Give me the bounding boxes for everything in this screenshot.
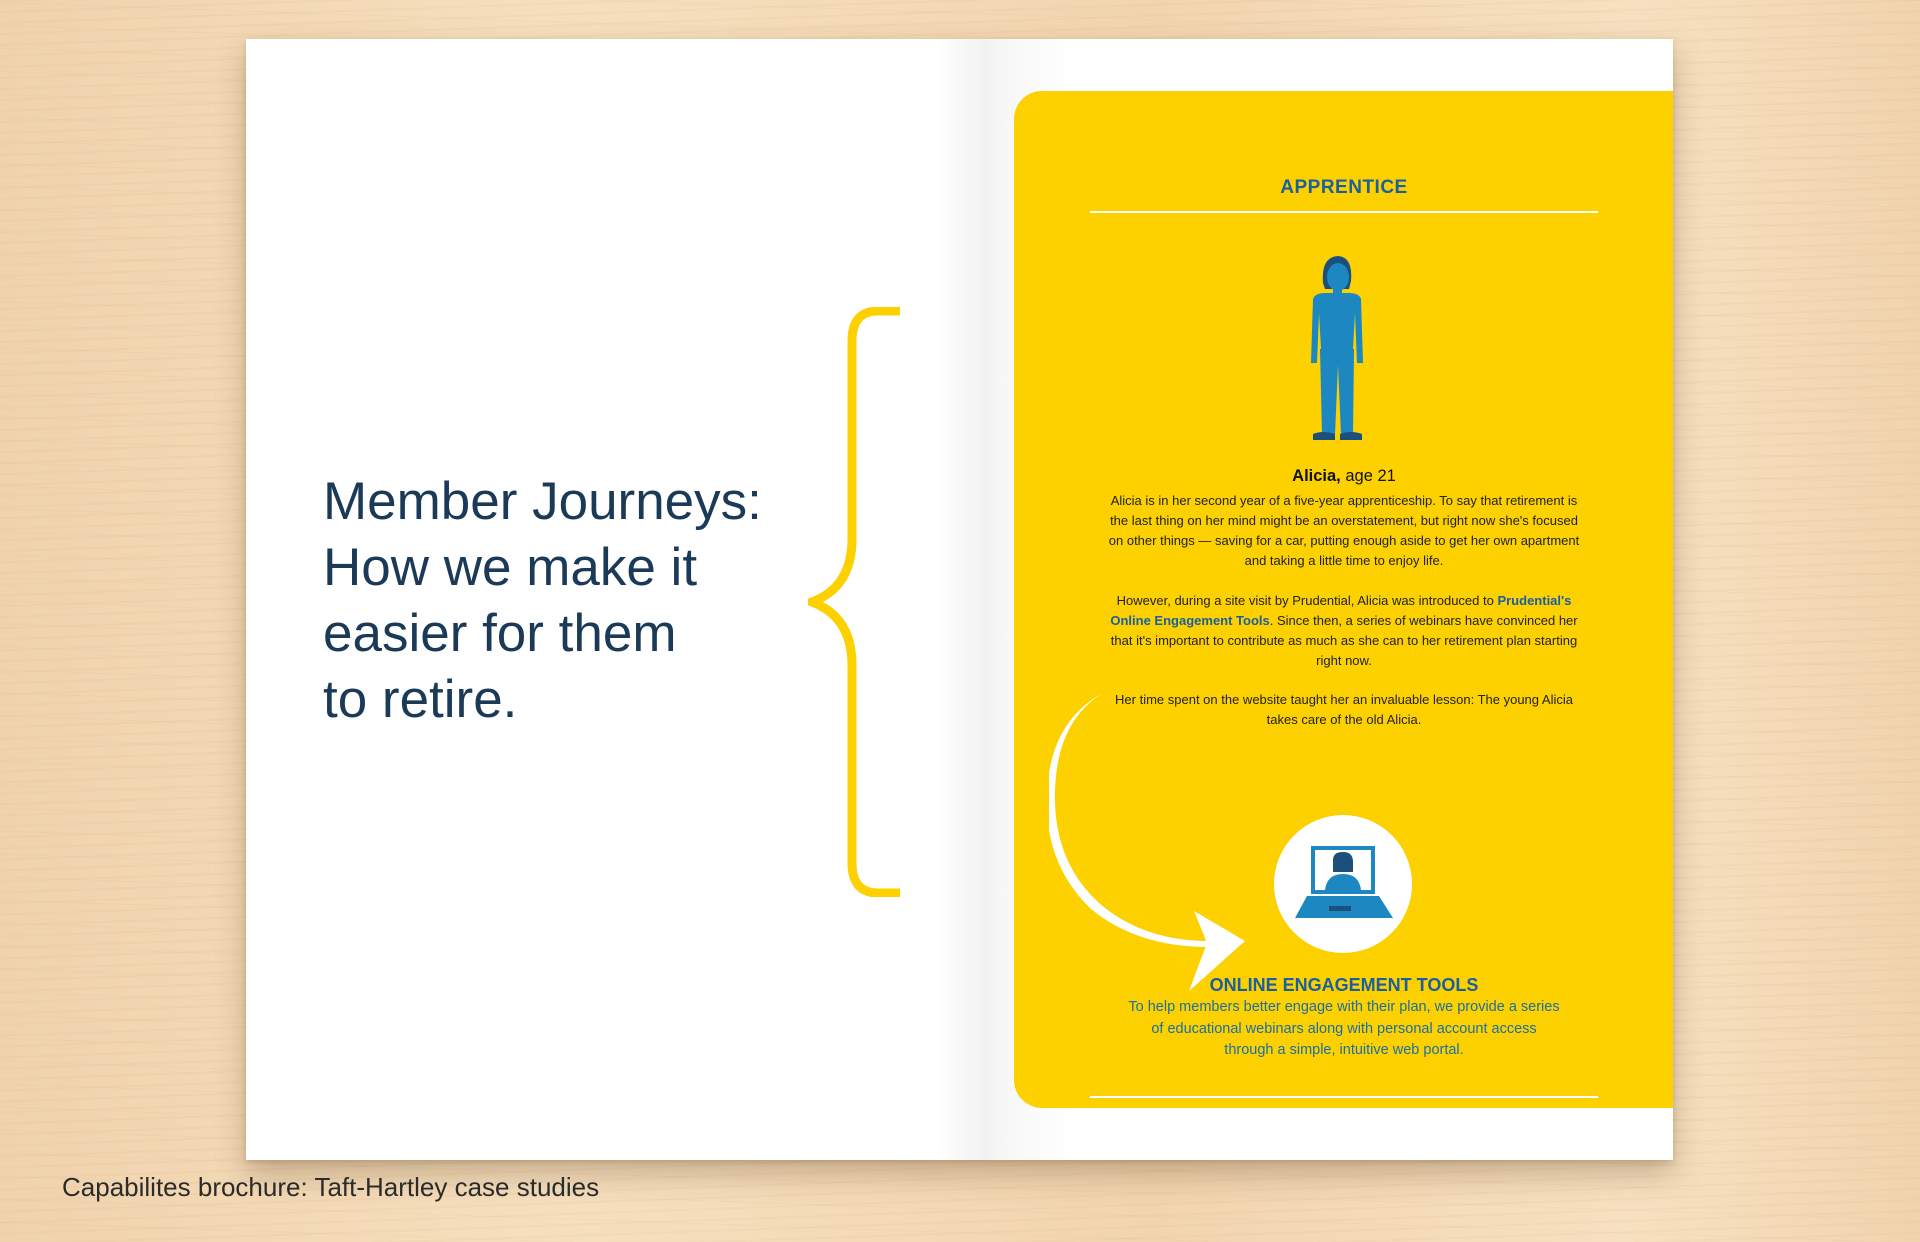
tools-description: To help members better engage with their plan, we provide a series of educational webinars along with personal account access through a simple, intuitive web portal. — [1128, 999, 1560, 1058]
persona-heading — [1090, 467, 1598, 486]
bottom-divider — [1090, 1096, 1598, 1098]
persona-name: Alicia, — [1292, 467, 1341, 485]
top-divider — [1090, 211, 1598, 213]
persona-age: age 21 — [1340, 467, 1396, 485]
curly-brace-icon — [808, 307, 908, 897]
paragraph-2-rest: . Since then, a series of webinars have convinced her that it's important to contribute as much as she can to her retirement plan starting right now. — [1110, 613, 1578, 668]
tools-heading: ONLINE ENGAGEMENT TOOLS — [1209, 975, 1479, 995]
prudential-tools-link[interactable]: Prudential's Online Engagement Tools — [1110, 593, 1572, 628]
brochure-spread — [246, 39, 1673, 1160]
image-caption: Capabilites brochure: Taft-Hartley case studies — [62, 1172, 600, 1202]
panel-title: APPRENTICE — [1280, 177, 1408, 198]
persona-panel — [1014, 91, 1673, 1108]
paragraph-2-intro: However, during a site visit by Prudential, Alicia was introduced to — [1116, 593, 1498, 608]
page-headline: Member Journeys: How we make it easier for them to retire. — [323, 472, 762, 729]
curved-arrow-icon — [1049, 691, 1269, 1001]
story-paragraph-1: Alicia is in her second year of a five-year apprenticeship. To say that retirement is the last thing on her mind might be an overstatement, but right now she's focused on other things — saving for a car, putting enough aside to get her own apartment and taking a little time to enjoy life. — [1108, 493, 1580, 568]
story-paragraph-3: Her time spent on the website taught her an invaluable lesson: The young Alicia takes care of the old Alicia. — [1115, 692, 1573, 727]
person-figure-icon — [1301, 253, 1371, 443]
story-paragraph-2 — [1108, 591, 1580, 671]
laptop-badge — [1274, 815, 1412, 953]
laptop-user-icon — [1293, 842, 1393, 926]
